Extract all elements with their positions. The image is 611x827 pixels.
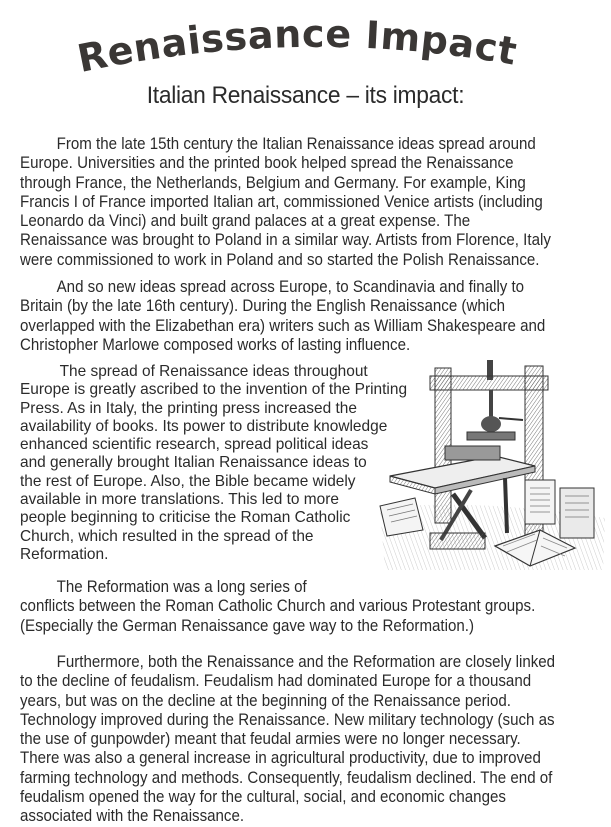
text-line: The spread of Renaissance ideas throughout	[59, 363, 368, 380]
text-line: Francis I of France imported Italian art, commissioned Venice artists (including	[20, 192, 543, 211]
text-line: to the decline of feudalism. Feudalism had dominated Europe for a thousand	[20, 672, 532, 691]
text-line: feudalism opened the way for the cultural, social, and economic changes	[20, 788, 506, 807]
text-line: availability of books. Its power to distribute knowledge	[20, 417, 388, 435]
text-line: available in more translations. This led to more	[20, 491, 339, 509]
text-line: conflicts between the Roman Catholic Church and various Protestant groups.	[20, 597, 536, 616]
paragraph-reformation	[20, 578, 535, 636]
printing-press-illustration	[375, 358, 607, 573]
text-line: (Especially the German Renaissance gave way to the Reformation.)	[20, 616, 474, 635]
text-line: Reformation.	[20, 545, 109, 563]
paragraph-spread-of-renaissance	[20, 135, 551, 270]
text-line: Furthermore, both the Renaissance and the Reformation are closely linked	[56, 653, 556, 671]
text-line: And so new ideas spread across Europe, to Scandinavia and finally to	[56, 278, 525, 296]
text-line: the rest of Europe. Also, the Bible became widely	[20, 472, 356, 490]
paragraph-decline-of-feudalism	[20, 653, 555, 827]
text-line: Europe is greatly ascribed to the invention of the Printing	[20, 381, 408, 399]
text-line: The Reformation was a long series of	[56, 578, 307, 596]
document-subtitle: Italian Renaissance – its impact:	[146, 82, 465, 109]
text-line: were commissioned to work in Poland and so started the Polish Renaissance.	[20, 250, 540, 269]
text-line: the use of gunpowder) meant that feudal armies were no longer necessary.	[20, 730, 521, 749]
paragraph-printing-press	[20, 363, 407, 564]
paragraph-english-renaissance	[20, 278, 545, 355]
document-title	[0, 0, 611, 85]
text-line: overlapped with the Elizabethan era) writers such as William Shakespeare and	[20, 316, 546, 335]
text-line: Renaissance was brought to Poland in a similar way. Artists from Florence, Italy	[20, 231, 551, 250]
text-line: associated with the Renaissance.	[20, 807, 245, 826]
text-line: years, but was on the decline at the beginning of the Renaissance period.	[20, 691, 511, 710]
text-line: people beginning to criticise the Roman Catholic	[20, 509, 351, 527]
text-line: There was also a general increase in agricultural productivity, due to improved	[20, 749, 541, 768]
text-line: Leonardo da Vinci) and built grand palaces at a great expense. The	[20, 212, 471, 231]
text-line: Technology improved during the Renaissance. New military technology (such as	[20, 710, 555, 729]
text-line: Church, which resulted in the spread of the	[20, 527, 314, 545]
text-line: through France, the Netherlands, Belgium and Germany. For example, King	[20, 173, 526, 192]
text-line: Press. As in Italy, the printing press increased the	[20, 399, 357, 417]
text-line: enhanced scientific research, spread political ideas	[20, 436, 369, 454]
text-line: and generally brought Italian Renaissance ideas to	[20, 454, 367, 472]
text-line: Europe. Universities and the printed book helped spread the Renaissance	[20, 154, 514, 173]
title-text: Renaissance Impact	[73, 11, 521, 81]
text-line: Britain (by the late 16th century). During the English Renaissance (which	[20, 297, 506, 316]
text-line: From the late 15th century the Italian Renaissance ideas spread around	[56, 135, 536, 153]
text-line: Christopher Marlowe composed works of lasting influence.	[20, 335, 411, 354]
text-line: farming technology and methods. Consequently, feudalism declined. The end of	[20, 768, 553, 787]
